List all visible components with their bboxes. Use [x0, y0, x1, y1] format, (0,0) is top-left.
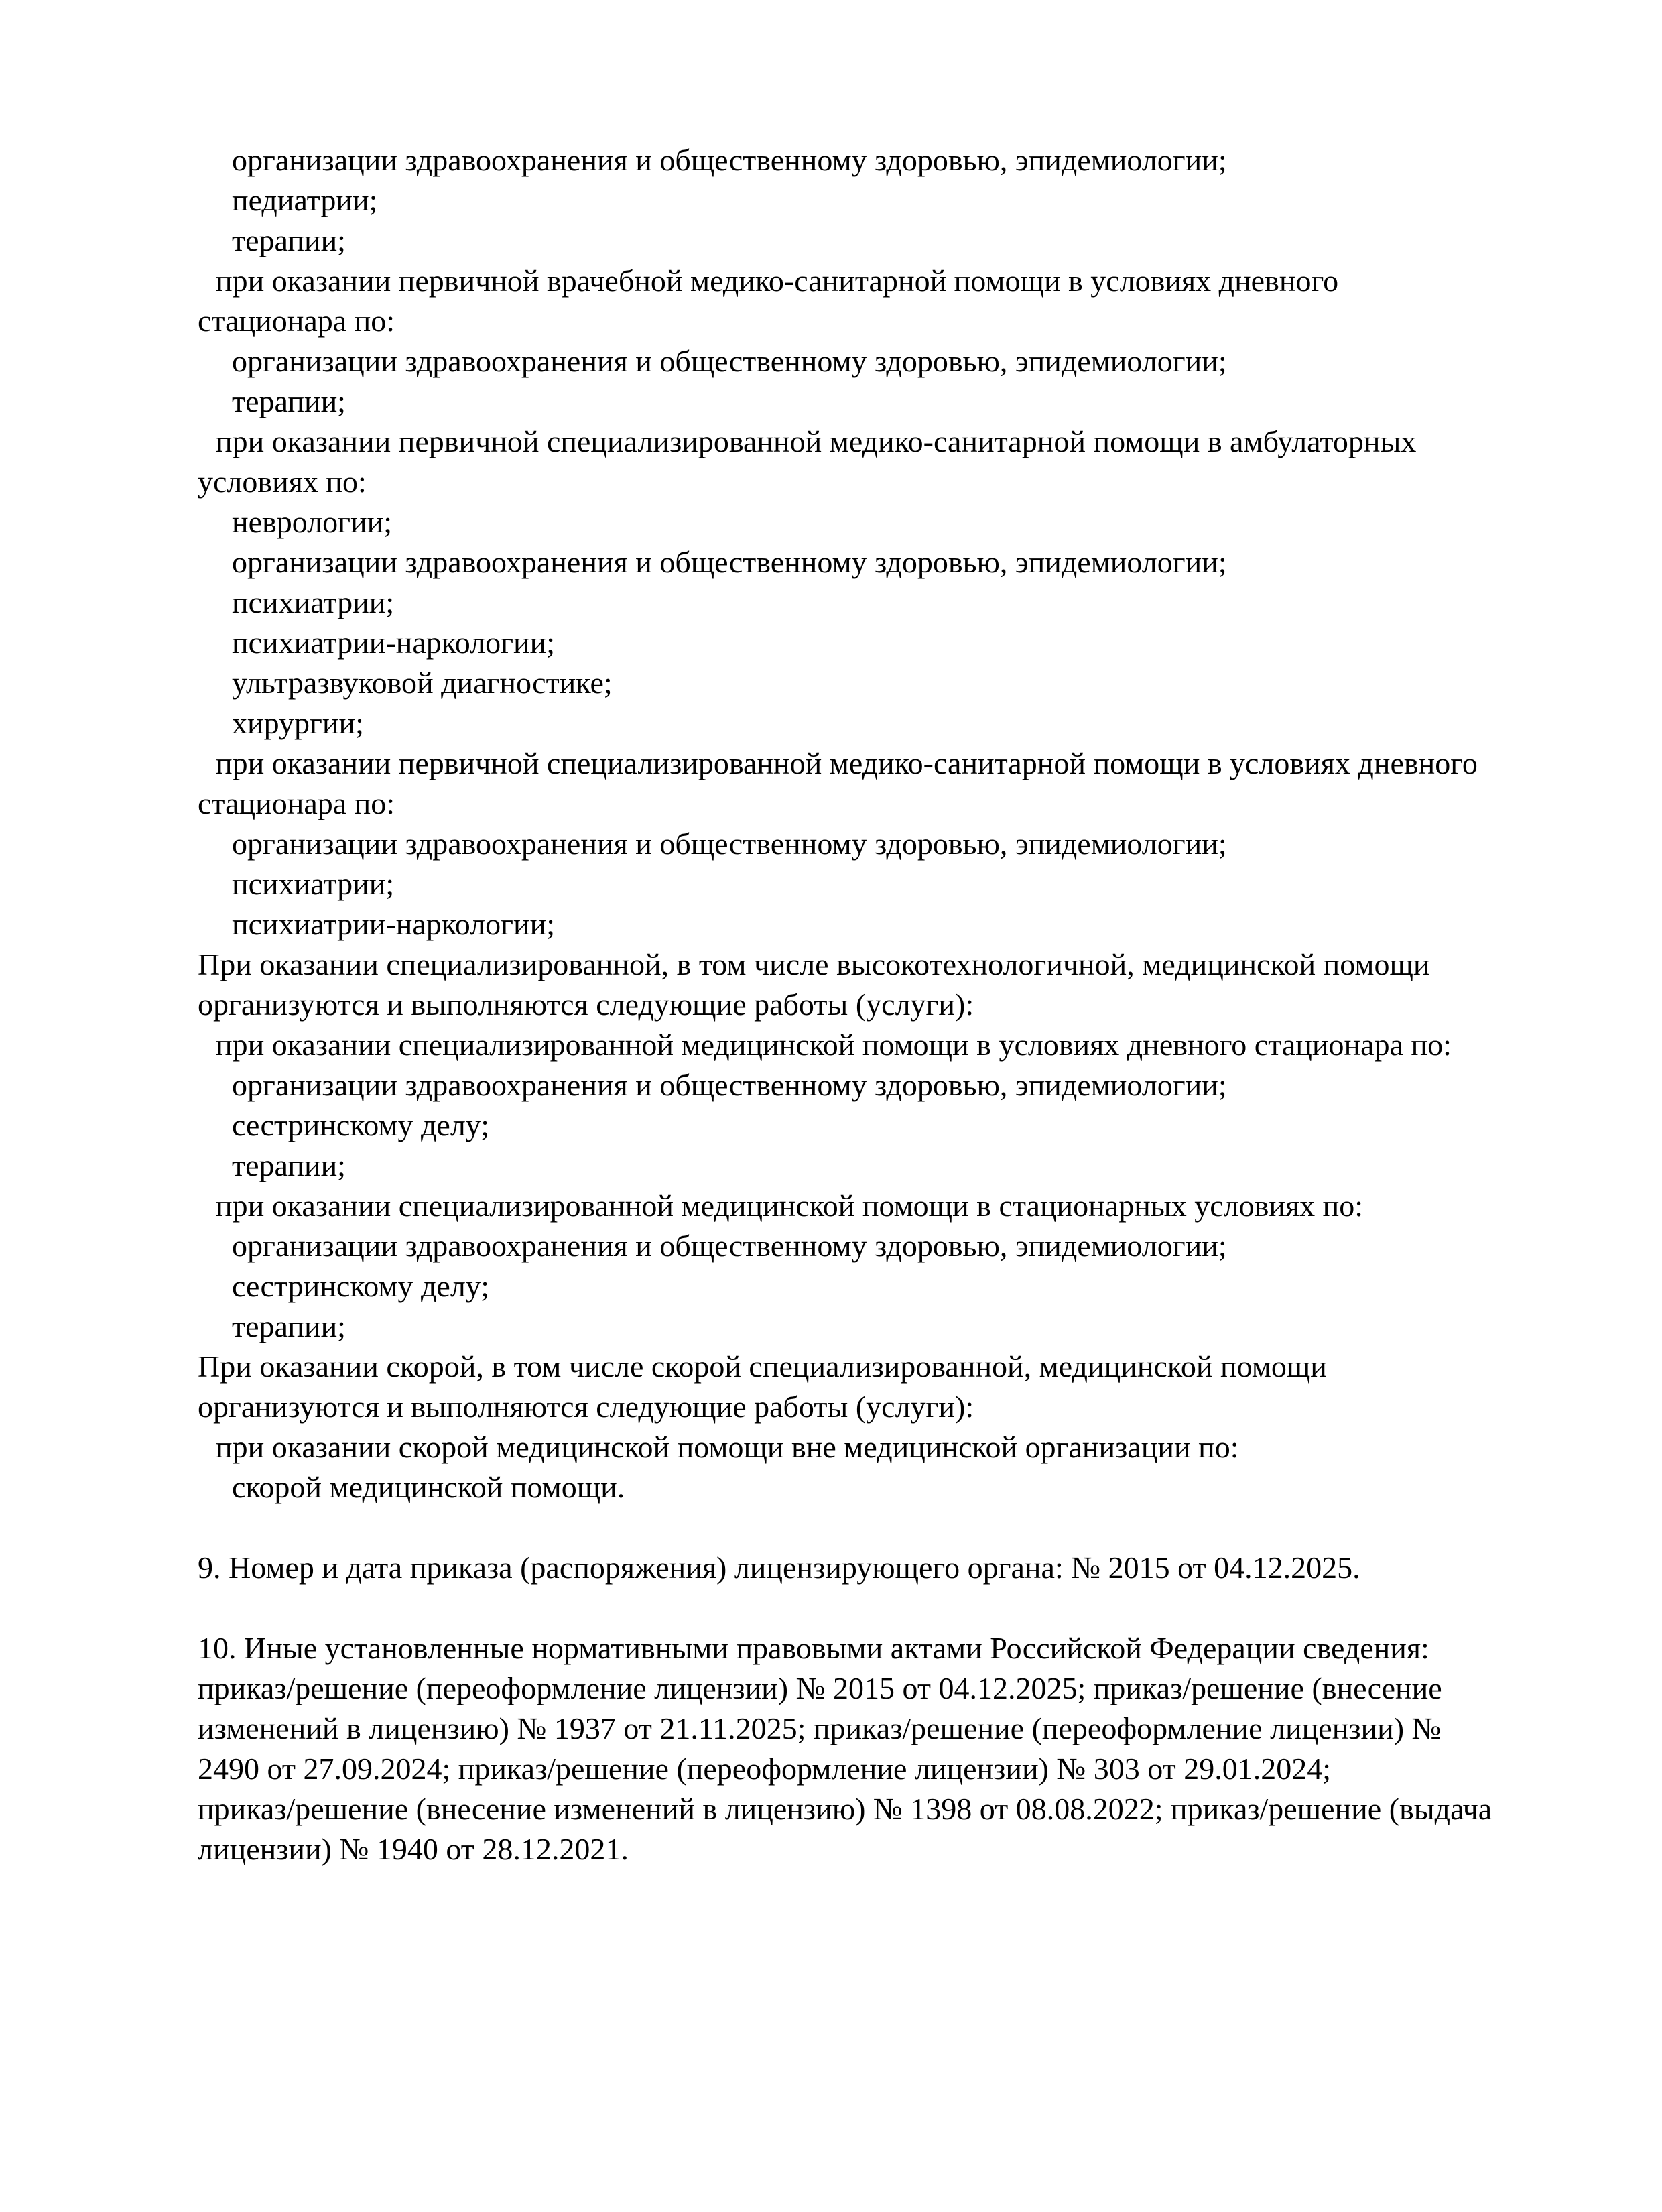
- text-line: психиатрии-наркологии;: [232, 907, 555, 941]
- text-line: при оказании первичной специализированной медико-санитарной помощи в условиях дневного: [216, 746, 1478, 780]
- text-line: терапии;: [232, 384, 346, 418]
- text-line: при оказании первичной врачебной медико-санитарной помощи в условиях дневного: [216, 263, 1339, 298]
- text-line: организации здравоохранения и общественному здоровью, эпидемиологии;: [232, 545, 1227, 579]
- text-line: лицензии) № 1940 от 28.12.2021.: [198, 1832, 629, 1866]
- text-line: организуются и выполняются следующие работы (услуги):: [198, 987, 974, 1022]
- text-line: скорой медицинской помощи.: [232, 1470, 625, 1504]
- text-line: стационара по:: [198, 304, 395, 338]
- text-line: сестринскому делу;: [232, 1269, 489, 1303]
- text-line: терапии;: [232, 1309, 346, 1343]
- text-line: психиатрии-наркологии;: [232, 625, 555, 660]
- text-line: 10. Иные установленные нормативными правовыми актами Российской Федерации сведения:: [198, 1631, 1429, 1665]
- text-line: [198, 1588, 1632, 1628]
- text-line: неврологии;: [232, 505, 392, 539]
- text-line: при оказании скорой медицинской помощи вне медицинской организации по:: [216, 1430, 1239, 1464]
- text-line: приказ/решение (внесение изменений в лицензию) № 1398 от 08.08.2022; приказ/решение (выдача: [198, 1792, 1492, 1826]
- text-line: 9. Номер и дата приказа (распоряжения) лицензирующего органа: № 2015 от 04.12.2025.: [198, 1550, 1360, 1585]
- text-line: организации здравоохранения и общественному здоровью, эпидемиологии;: [232, 1229, 1227, 1263]
- text-line: при оказании специализированной медицинской помощи в стационарных условиях по:: [216, 1188, 1363, 1223]
- text-line: при оказании первичной специализированной медико-санитарной помощи в амбулаторных: [216, 424, 1417, 458]
- text-line: организации здравоохранения и общественному здоровью, эпидемиологии;: [232, 826, 1227, 861]
- license-text-block: [198, 140, 1632, 1869]
- text-line: приказ/решение (переоформление лицензии) № 2015 от 04.12.2025; приказ/решение (внесение: [198, 1671, 1442, 1705]
- text-line: хирургии;: [232, 706, 364, 740]
- text-line: сестринскому делу;: [232, 1108, 489, 1142]
- text-line: ультразвуковой диагностике;: [232, 666, 613, 700]
- text-line: организуются и выполняются следующие работы (услуги):: [198, 1390, 974, 1424]
- text-line: условиях по:: [198, 465, 367, 499]
- text-line: [198, 1508, 1632, 1548]
- text-line: психиатрии;: [232, 867, 395, 901]
- text-line: стационара по:: [198, 786, 395, 820]
- text-line: педиатрии;: [232, 183, 378, 217]
- text-line: психиатрии;: [232, 585, 395, 619]
- text-line: терапии;: [232, 1148, 346, 1182]
- text-line: организации здравоохранения и общественному здоровью, эпидемиологии;: [232, 143, 1227, 177]
- text-line: При оказании специализированной, в том числе высокотехнологичной, медицинской помощи: [198, 947, 1430, 981]
- text-line: 2490 от 27.09.2024; приказ/решение (переоформление лицензии) № 303 от 29.01.2024;: [198, 1752, 1332, 1786]
- text-line: организации здравоохранения и общественному здоровью, эпидемиологии;: [232, 1068, 1227, 1102]
- text-line: При оказании скорой, в том числе скорой специализированной, медицинской помощи: [198, 1349, 1327, 1384]
- text-line: изменений в лицензию) № 1937 от 21.11.2025; приказ/решение (переоформление лицензии) №: [198, 1711, 1442, 1745]
- text-line: организации здравоохранения и общественному здоровью, эпидемиологии;: [232, 344, 1227, 378]
- text-line: при оказании специализированной медицинской помощи в условиях дневного стационара по:: [216, 1028, 1452, 1062]
- text-line: терапии;: [232, 223, 346, 257]
